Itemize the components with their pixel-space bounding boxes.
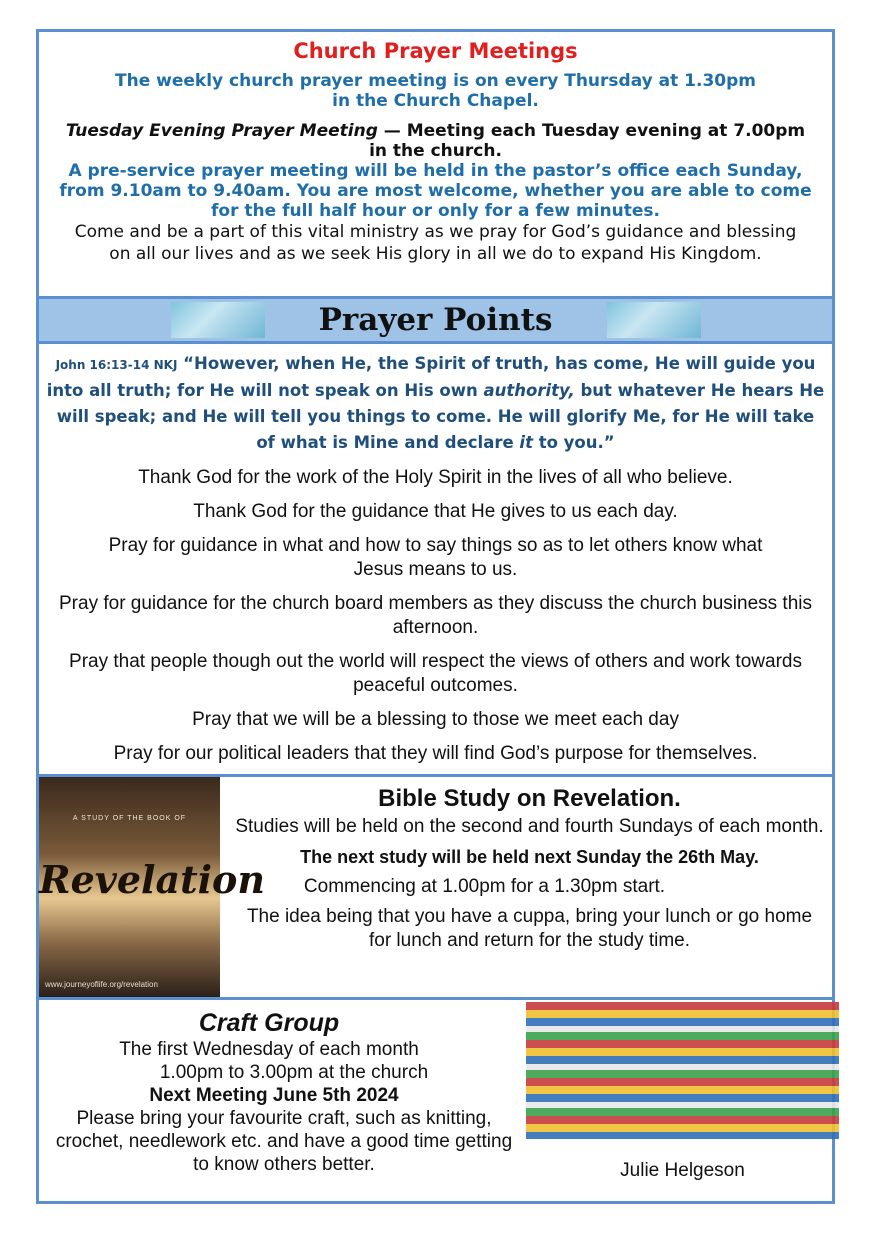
tuesday-meeting — [39, 121, 832, 141]
weekly-meeting-line2: in the Church Chapel. — [332, 91, 539, 111]
prayer-points-banner — [39, 299, 832, 341]
craft-group-section — [39, 1000, 832, 1204]
image-title: Revelation — [39, 857, 266, 902]
bible-study-next: The next study will be held next Sunday the 26th May. — [300, 847, 759, 867]
prayer-point: Pray for our political leaders that they will find God’s purpose for themselves. — [113, 743, 758, 764]
prayer-meetings-section — [39, 32, 832, 296]
preservice-line3: for the full half hour or only for a few minutes. — [211, 201, 660, 221]
verse-emphasis: authority, — [483, 381, 575, 400]
craft-group-title: Craft Group — [198, 1009, 340, 1037]
prayer-point: Pray that we will be a blessing to those we meet each day — [192, 709, 679, 730]
revelation-study-image — [39, 777, 266, 997]
prayer-point: Pray for guidance for the church board members as they discuss the church business this afternoon. — [59, 593, 812, 638]
craft-group-text — [49, 1008, 519, 1176]
bible-study-commencing: Commencing at 1.00pm for a 1.30pm start. — [303, 876, 666, 897]
tuesday-meeting-text: Meeting each Tuesday evening at 7.00pm — [406, 121, 806, 141]
craft-group-next: Next Meeting June 5th 2024 — [149, 1085, 399, 1106]
newsletter-frame — [36, 29, 835, 1204]
bible-study-section — [39, 777, 832, 997]
prayer-meetings-title: Church Prayer Meetings — [293, 39, 578, 63]
verse-text: to you.” — [532, 433, 615, 452]
preservice-line2: from 9.10am to 9.40am. You are most welcome, whether you are able to come — [59, 181, 812, 201]
verse-text: “However, when He, the Spirit of truth, has come, He will guide you into all truth; for He will not speak on His own — [46, 354, 816, 400]
prayer-point: Thank God for the work of the Holy Spirit in the lives of all who believe. — [138, 467, 733, 488]
verse-text: but whatever He hears He will speak; and He will tell you things to come. He will glorify Me, for He will take of what is Mine and declare — [56, 381, 825, 452]
tuesday-meeting-line2: in the church. — [369, 141, 502, 161]
closing-line1: Come and be a part of this vital ministry as we pray for God’s guidance and blessing — [74, 222, 797, 242]
craft-group-schedule: The first Wednesday of each month — [119, 1039, 419, 1060]
craft-photo — [526, 1002, 839, 1139]
prayer-points-section — [39, 344, 832, 774]
tuesday-meeting-label: Tuesday Evening Prayer Meeting — [65, 121, 378, 141]
prayer-point: Pray for guidance in what and how to say things so as to let others know what Jesus means to us. — [108, 535, 763, 580]
preservice-line1: A pre-service prayer meeting will be held in the pastor’s office each Sunday, — [68, 161, 803, 181]
craft-group-description: Please bring your favourite craft, such as knitting, crochet, needlework etc. and have a good time getting to know others better. — [55, 1108, 513, 1175]
scripture-verse — [39, 351, 832, 456]
verse-reference: John 16:13-14 NKJ — [55, 358, 178, 372]
image-subtitle: A STUDY OF THE BOOK OF — [72, 815, 187, 822]
bible-study-title: Bible Study on Revelation. — [378, 785, 681, 812]
image-url: www.journeyoflife.org/revelation — [45, 980, 158, 989]
prayer-points-title: Prayer Points — [318, 302, 553, 338]
craft-group-time: 1.00pm to 3.00pm at the church — [159, 1062, 429, 1083]
prayer-point: Pray that people though out the world will respect the views of others and work towards peaceful outcomes. — [69, 651, 802, 696]
bible-study-schedule: Studies will be held on the second and fourth Sundays of each month. — [235, 816, 824, 837]
verse-emphasis: it — [519, 433, 533, 452]
photo-caption: Julie Helgeson — [620, 1160, 745, 1181]
bible-study-text — [227, 777, 832, 953]
weekly-meeting-line1: The weekly church prayer meeting is on every Thursday at 1.30pm — [115, 71, 756, 91]
prayer-point: Thank God for the guidance that He gives to us each day. — [193, 501, 678, 522]
bible-study-idea: The idea being that you have a cuppa, bring your lunch or go home for lunch and return for the study time. — [246, 906, 813, 951]
tuesday-dash: — — [377, 121, 407, 141]
closing-line2: on all our lives and as we seek His glory in all we do to expand His Kingdom. — [109, 244, 762, 264]
praying-hands-icon — [607, 302, 701, 338]
